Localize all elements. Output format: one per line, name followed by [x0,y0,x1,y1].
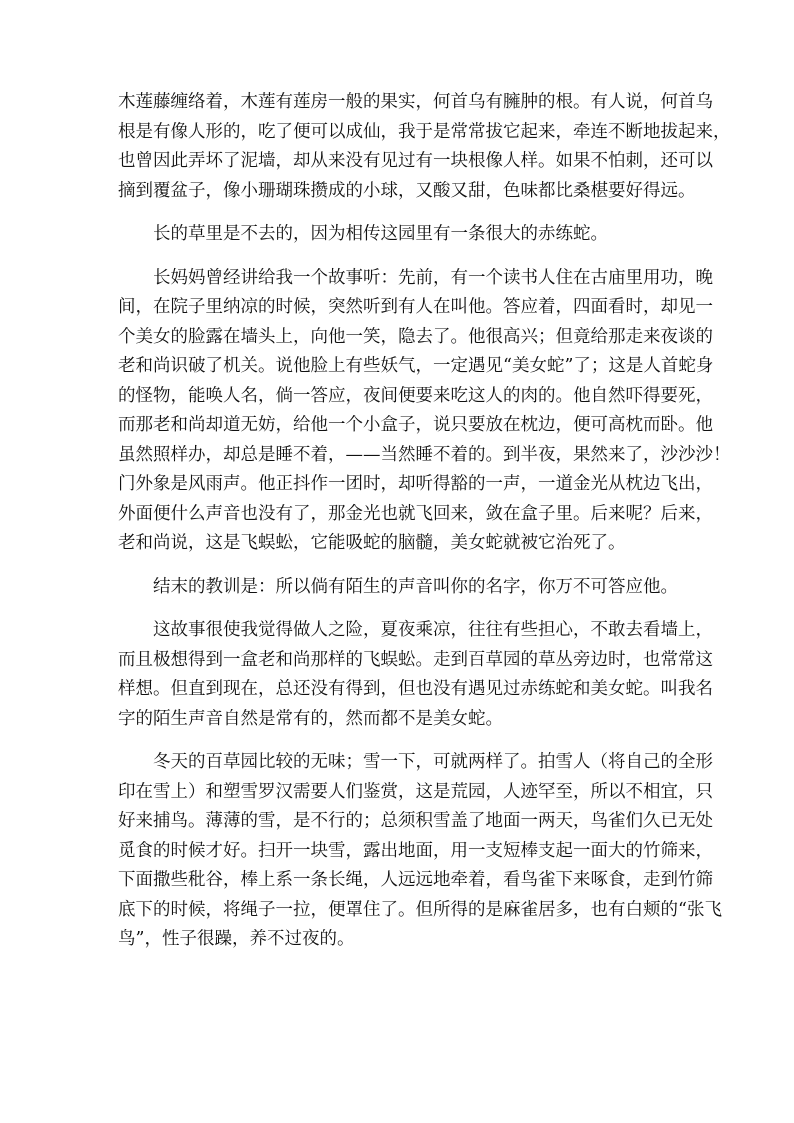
text-line: 字的陌生声音自然是常有的，然而都不是美女蛇。 [118,708,503,729]
text-line: 间，在院子里纳凉的时候，突然听到有人在叫他。答应着，四面看时，却见一 [118,297,713,317]
text-line: 底下的时候，将绳子一拉，便罩住了。但所得的是麻雀居多，也有白颊的“张飞 [118,899,722,920]
paragraph-2 [118,220,678,250]
text-line: 长的草里是不去的，因为相传这园里有一条很大的赤练蛇。 [153,224,608,244]
paragraph-4 [118,573,678,603]
text-line: 摘到覆盆子，像小珊瑚珠攒成的小球，又酸又甜，色味都比桑椹要好得远。 [118,180,696,201]
paragraph-1 [118,88,731,206]
text-line: 这故事很使我觉得做人之险，夏夜乘凉，往往有些担心，不敢去看墙上， [153,620,713,640]
text-line: 冬天的百草园比较的无味；雪一下，可就两样了。拍雪人（将自己的全形 [153,752,713,772]
text-line: 的怪物，能唤人名，倘一答应，夜间便要来吃这人的肉的。他自然吓得要死， [118,385,713,406]
text-line: 样想。但直到现在，总还没有得到，但也没有遇见过赤练蛇和美女蛇。叫我名 [118,679,713,699]
text-line: 老和尚识破了机关。说他脸上有些妖气，一定遇见“美女蛇”了；这是人首蛇身 [118,356,714,376]
text-line: 外面便什么声音也没有了，那金光也就飞回来，敛在盒子里。后来呢？后来， [118,503,713,524]
text-line: 虽然照样办，却总是睡不着，——当然睡不着的。到半夜，果然来了，沙沙沙！ [118,444,731,465]
text-line: 老和尚说，这是飞蜈蚣，它能吸蛇的脑髓，美女蛇就被它治死了。 [118,533,626,553]
text-line: 个美女的脸露在墙头上，向他一笑，隐去了。他很高兴；但竟给那走来夜谈的 [118,326,713,347]
text-line: 结末的教训是：所以倘有陌生的声音叫你的名字，你万不可答应他。 [153,576,678,597]
text-line: 木莲藤缠络着，木莲有莲房一般的果实，何首乌有臃肿的根。有人说，何首乌 [118,92,713,112]
document-page [118,88,731,969]
text-line: 而且极想得到一盒老和尚那样的飞蜈蚣。走到百草园的草丛旁边时，也常常这 [118,649,713,670]
text-line: 也曾因此弄坏了泥墙，却从来没有见过有一块根像人样。如果不怕刺，还可以 [118,151,713,171]
text-line: 而那老和尚却道无妨，给他一个小盒子，说只要放在枕边，便可高枕而卧。他 [118,415,713,435]
text-line: 印在雪上）和塑雪罗汉需要人们鉴赏，这是荒园，人迹罕至，所以不相宜，只 [118,781,713,802]
text-line: 长妈妈曾经讲给我一个故事听：先前，有一个读书人住在古庙里用功，晚 [153,267,713,288]
text-line: 好来捕鸟。薄薄的雪，是不行的；总须积雪盖了地面一两天，鸟雀们久已无处 [118,811,713,831]
text-line: 觅食的时候才好。扫开一块雪，露出地面，用一支短棒支起一面大的竹筛来， [118,840,713,861]
text-line: 下面撒些秕谷，棒上系一条长绳，人远远地牵着，看鸟雀下来啄食，走到竹筛 [118,870,713,890]
paragraph-3 [118,264,731,559]
text-line: 门外象是风雨声。他正抖作一团时，却听得豁的一声，一道金光从枕边飞出， [118,474,713,494]
paragraph-5 [118,616,713,734]
paragraph-6 [118,748,722,955]
text-line: 根是有像人形的，吃了便可以成仙，我于是常常拔它起来，牵连不断地拔起来， [118,121,731,142]
text-line: 鸟”，性子很躁，养不过夜的。 [118,929,355,949]
